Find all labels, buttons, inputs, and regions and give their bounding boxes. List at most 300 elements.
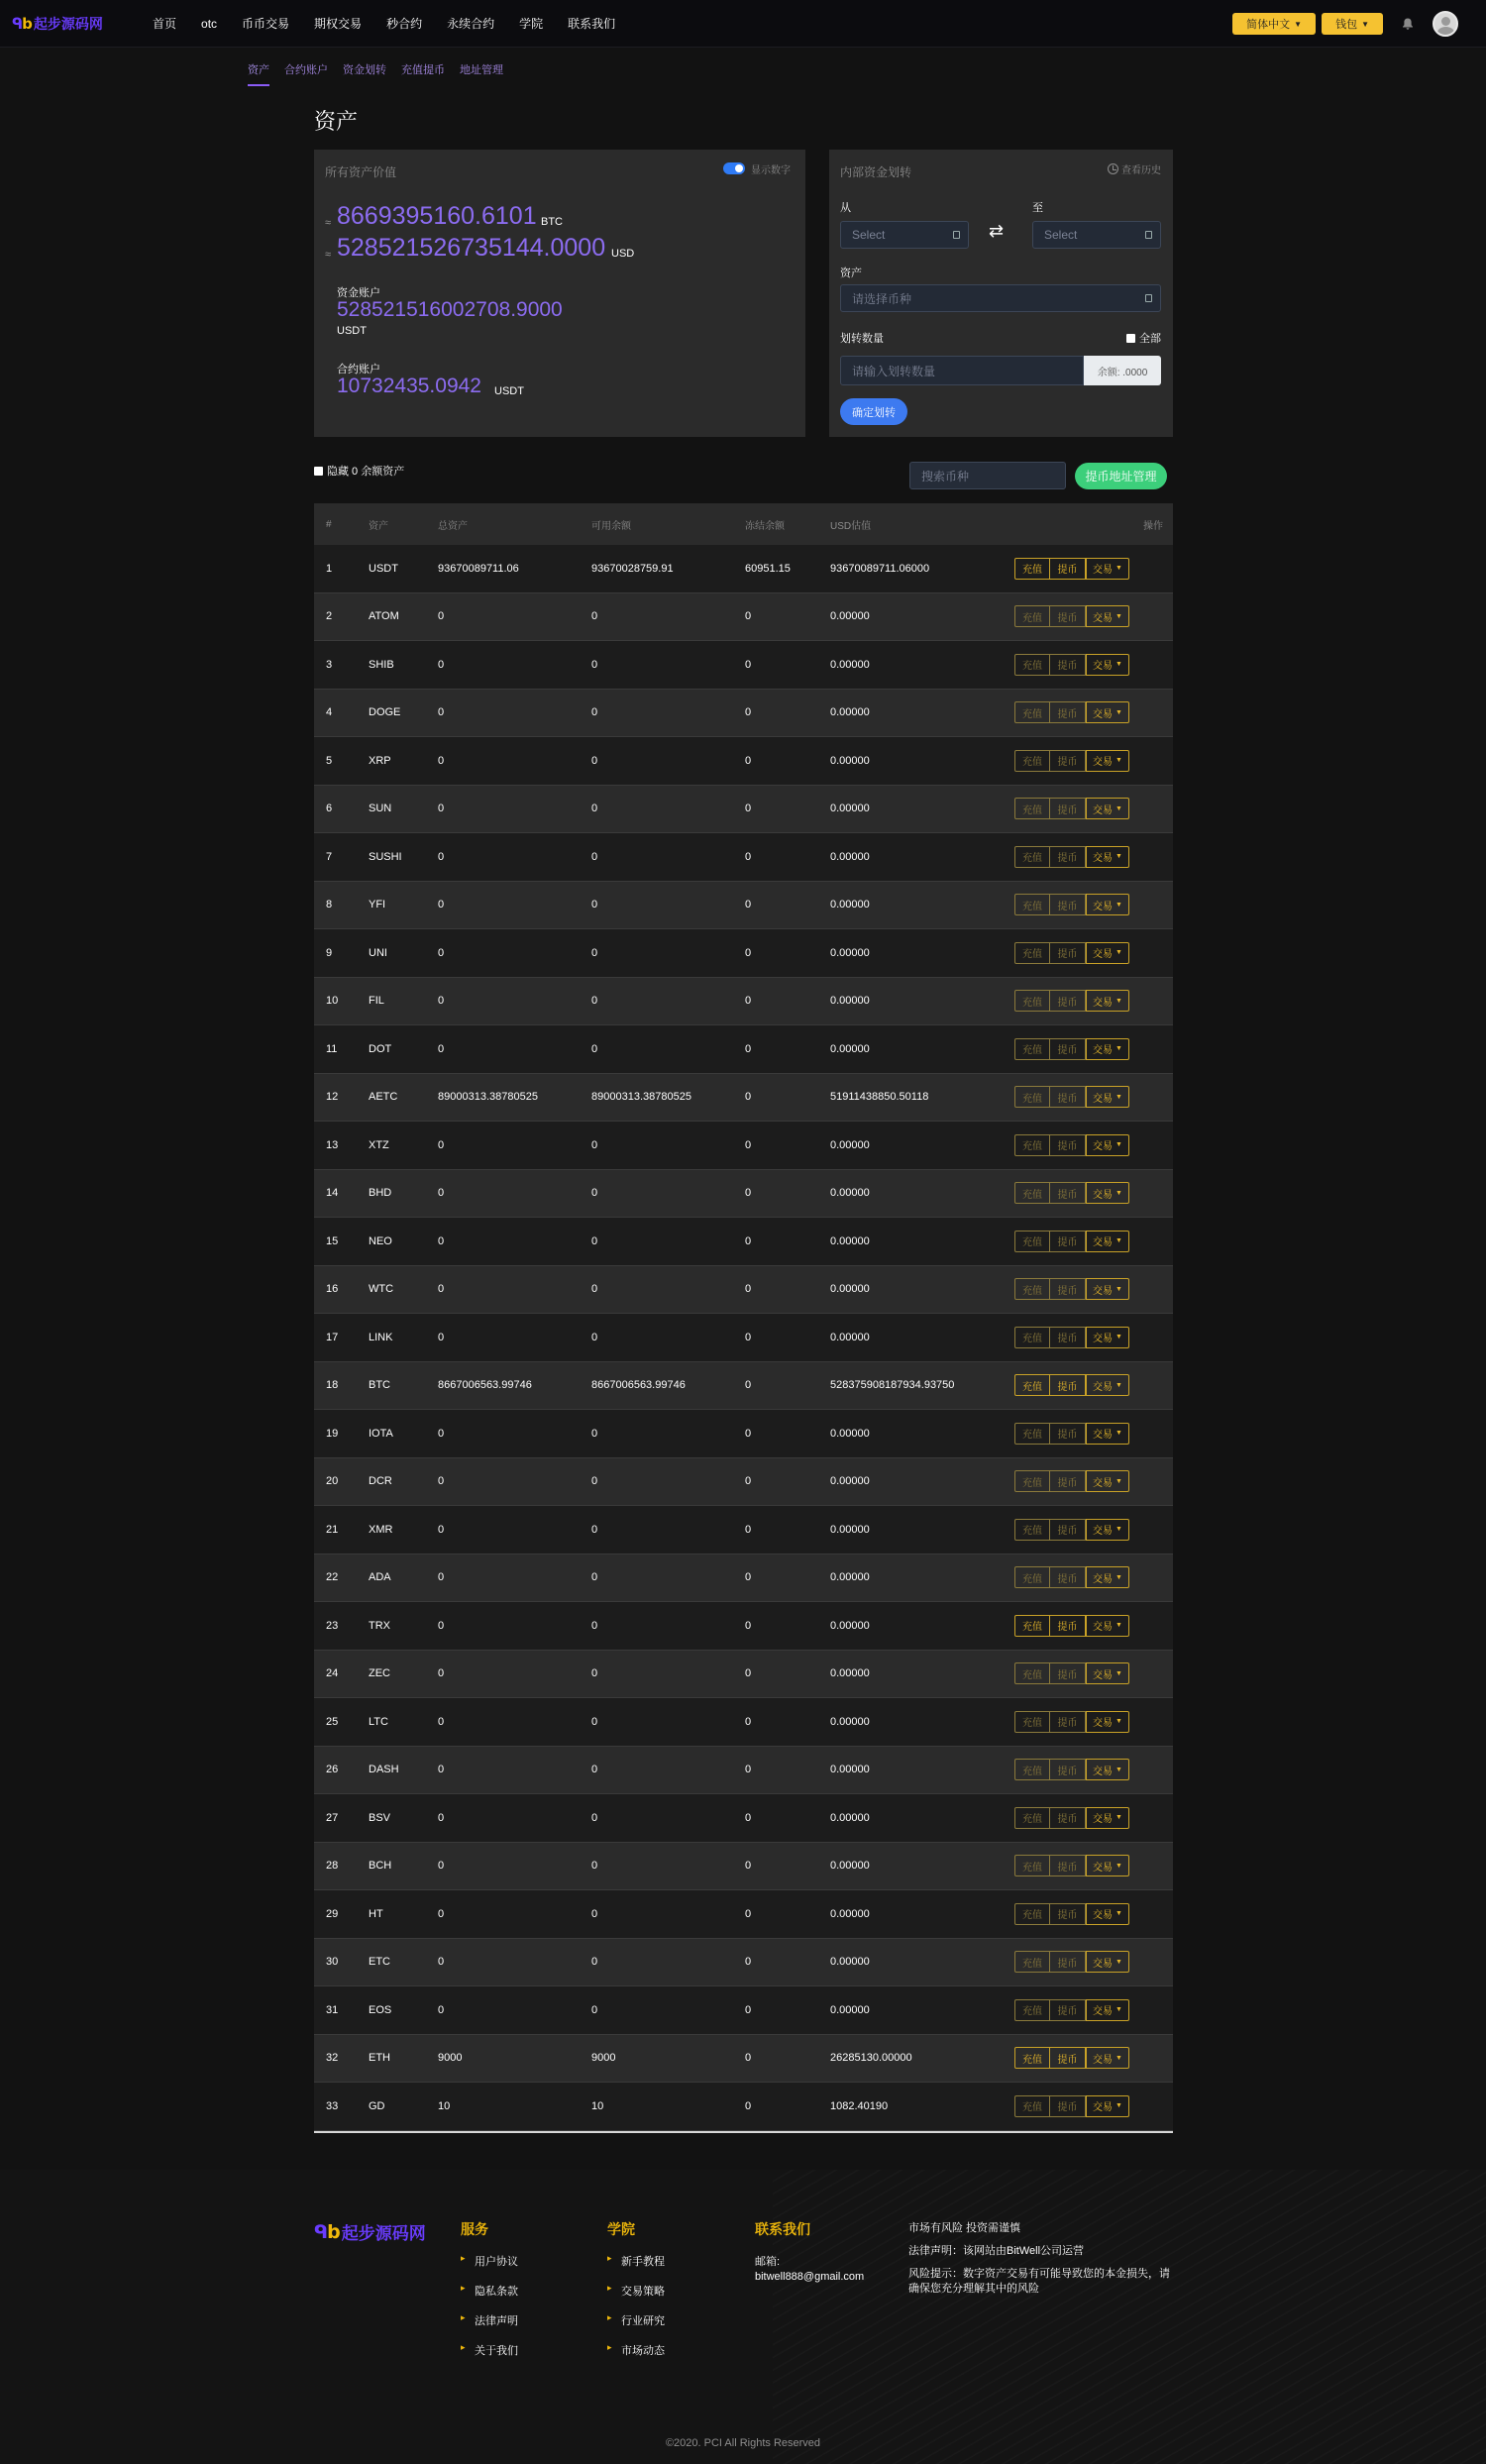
- row-usd-value: 0.00000: [830, 1283, 870, 1296]
- logo-mark: ᑫb: [12, 14, 32, 33]
- row-index: 22: [326, 1571, 339, 1584]
- row-index: 27: [326, 1811, 339, 1824]
- row-actions: [1014, 1662, 1129, 1684]
- trade-label: 交易: [1093, 1334, 1114, 1345]
- withdraw-button[interactable]: 提币: [1050, 1519, 1086, 1541]
- asset-select[interactable]: [840, 284, 1161, 312]
- row-frozen: 0: [745, 1427, 752, 1440]
- deposit-button[interactable]: 充值: [1014, 1374, 1050, 1396]
- row-frozen: 0: [745, 1091, 752, 1104]
- btc-unit: BTC: [541, 216, 563, 228]
- deposit-button[interactable]: 充值: [1014, 2095, 1050, 2117]
- from-select[interactable]: [840, 221, 969, 249]
- trade-dropdown[interactable]: [1086, 1999, 1129, 2021]
- row-available: 0: [591, 1667, 598, 1680]
- withdraw-button[interactable]: 提币: [1050, 990, 1086, 1012]
- withdraw-button[interactable]: 提币: [1050, 1327, 1086, 1348]
- withdraw-button[interactable]: 提币: [1050, 605, 1086, 627]
- deposit-button[interactable]: 充值: [1014, 1470, 1050, 1492]
- usd-unit: USD: [611, 248, 635, 260]
- deposit-button[interactable]: 充值: [1014, 1711, 1050, 1733]
- row-index: 8: [326, 899, 333, 911]
- row-frozen: 0: [745, 1234, 752, 1247]
- deposit-button[interactable]: 充值: [1014, 2047, 1050, 2069]
- footer-link-legal[interactable]: ▸ 法律声明: [461, 2312, 518, 2328]
- row-asset: SUSHI: [369, 850, 402, 863]
- deposit-button[interactable]: 充值: [1014, 605, 1050, 627]
- withdraw-button[interactable]: 提币: [1050, 942, 1086, 964]
- withdraw-button[interactable]: 提币: [1050, 1278, 1086, 1300]
- trade-dropdown[interactable]: [1086, 2095, 1129, 2117]
- row-total: 0: [438, 803, 445, 815]
- withdraw-button[interactable]: 提币: [1050, 1038, 1086, 1060]
- trade-dropdown[interactable]: [1086, 1759, 1129, 1780]
- trade-dropdown[interactable]: [1086, 1038, 1129, 1060]
- to-select[interactable]: [1032, 221, 1161, 249]
- view-history-link[interactable]: [1108, 161, 1161, 176]
- row-available: 0: [591, 1234, 598, 1247]
- table-row: [314, 1554, 1173, 1603]
- language-label: 简体中文: [1246, 19, 1291, 31]
- row-total: 0: [438, 946, 445, 959]
- contract-account-label: 合约账户: [337, 364, 380, 375]
- swap-icon[interactable]: ⇄: [989, 221, 1005, 241]
- caret-down-icon: ▼: [1115, 1573, 1122, 1581]
- deposit-button[interactable]: 充值: [1014, 798, 1050, 819]
- trade-dropdown[interactable]: [1086, 894, 1129, 915]
- withdraw-button[interactable]: 提币: [1050, 1423, 1086, 1445]
- caret-down-icon: ▼: [1115, 2054, 1122, 2062]
- withdraw-button[interactable]: 提币: [1050, 1134, 1086, 1156]
- row-total: 9000: [438, 2052, 463, 2065]
- avatar[interactable]: [1433, 11, 1458, 37]
- asset-table: [314, 503, 1173, 2133]
- row-total: 0: [438, 1764, 445, 1776]
- coin-search-input[interactable]: [909, 462, 1066, 489]
- row-asset: DCR: [369, 1475, 392, 1488]
- risk-warning: 风险提示：数字资产交易有可能导致您的本金损失，请确保您充分理解其中的风险: [908, 2268, 1170, 2295]
- row-actions: [1014, 1903, 1129, 1925]
- withdraw-button[interactable]: 提币: [1050, 2095, 1086, 2117]
- subnav-contract-account[interactable]: 合约账户: [284, 64, 328, 76]
- trade-dropdown[interactable]: [1086, 1855, 1129, 1876]
- caret-down-icon: ▼: [1115, 804, 1122, 812]
- withdraw-button[interactable]: 提币: [1050, 2047, 1086, 2069]
- row-available: 0: [591, 1331, 598, 1343]
- deposit-button[interactable]: 充值: [1014, 1855, 1050, 1876]
- footer-contact-title: 联系我们: [755, 2221, 810, 2237]
- from-select-placeholder: Select: [852, 228, 886, 242]
- caret-down-icon: ▼: [1115, 1285, 1122, 1293]
- deposit-button[interactable]: 充值: [1014, 846, 1050, 868]
- row-total: 0: [438, 1234, 445, 1247]
- to-select-placeholder: Select: [1044, 228, 1078, 242]
- trade-dropdown[interactable]: [1086, 1470, 1129, 1492]
- withdraw-button[interactable]: 提币: [1050, 1662, 1086, 1684]
- wallet-dropdown[interactable]: [1322, 13, 1383, 35]
- nav-item-home[interactable]: 首页: [153, 17, 177, 31]
- select-arrow-icon: [1145, 294, 1152, 302]
- nav-item-academy[interactable]: 学院: [519, 17, 544, 31]
- row-actions: [1014, 1951, 1129, 1973]
- row-usd-value: 0.00000: [830, 610, 870, 623]
- trade-label: 交易: [1093, 757, 1114, 769]
- row-available: 0: [591, 1811, 598, 1824]
- row-usd-value: 0.00000: [830, 658, 870, 671]
- row-usd-value: 0.00000: [830, 1956, 870, 1969]
- row-asset: ETH: [369, 2052, 390, 2065]
- table-row: [314, 1747, 1173, 1795]
- deposit-button[interactable]: 充值: [1014, 1759, 1050, 1780]
- trade-label: 交易: [1093, 1622, 1114, 1634]
- caret-down-icon: ▼: [1115, 997, 1122, 1005]
- row-available: 0: [591, 2003, 598, 2016]
- row-actions: [1014, 1470, 1129, 1492]
- table-row: [314, 1170, 1173, 1219]
- header-available: 可用余额: [591, 520, 631, 532]
- deposit-button[interactable]: 充值: [1014, 701, 1050, 723]
- table-row: [314, 1651, 1173, 1699]
- withdraw-button[interactable]: 提币: [1050, 750, 1086, 772]
- withdraw-address-button[interactable]: 提币地址管理: [1075, 463, 1167, 489]
- row-available: 0: [591, 946, 598, 959]
- deposit-button[interactable]: 充值: [1014, 1327, 1050, 1348]
- row-available: 93670028759.91: [591, 562, 674, 575]
- withdraw-button[interactable]: 提币: [1050, 798, 1086, 819]
- row-available: 0: [591, 1907, 598, 1920]
- total-assets-panel: [314, 150, 805, 437]
- table-row: [314, 737, 1173, 786]
- row-actions: [1014, 1615, 1129, 1637]
- all-checkbox[interactable]: [1126, 330, 1161, 346]
- deposit-button[interactable]: 充值: [1014, 1134, 1050, 1156]
- row-asset: AETC: [369, 1091, 398, 1104]
- header-asset: 资产: [369, 520, 388, 532]
- row-frozen: 0: [745, 2052, 752, 2065]
- deposit-button[interactable]: 充值: [1014, 1278, 1050, 1300]
- trade-dropdown[interactable]: [1086, 1711, 1129, 1733]
- table-row: [314, 882, 1173, 930]
- legal-note: 法律声明：该网站由BitWell公司运营: [908, 2245, 1085, 2257]
- table-row: [314, 1266, 1173, 1315]
- funding-account-label: 资金账户: [337, 287, 380, 299]
- trade-dropdown[interactable]: [1086, 1182, 1129, 1204]
- row-available: 0: [591, 1715, 598, 1728]
- footer-link-privacy[interactable]: ▸ 隐私条款: [461, 2283, 518, 2299]
- confirm-transfer-button[interactable]: 确定划转: [840, 398, 907, 425]
- language-dropdown[interactable]: [1232, 13, 1316, 35]
- row-total: 0: [438, 995, 445, 1008]
- caret-down-icon: ▼: [1115, 1141, 1122, 1149]
- page-title: 资产: [314, 109, 359, 134]
- row-frozen: 0: [745, 1571, 752, 1584]
- deposit-button[interactable]: 充值: [1014, 1615, 1050, 1637]
- row-frozen: 0: [745, 1715, 752, 1728]
- trade-dropdown[interactable]: [1086, 701, 1129, 723]
- deposit-button[interactable]: 充值: [1014, 894, 1050, 915]
- row-actions: [1014, 654, 1129, 676]
- row-total: 0: [438, 1860, 445, 1873]
- row-usd-value: 0.00000: [830, 1042, 870, 1055]
- row-frozen: 0: [745, 1475, 752, 1488]
- row-total: 10: [438, 2099, 451, 2112]
- footer-link-tutorial[interactable]: ▸ 新手教程: [607, 2253, 665, 2269]
- trade-label: 交易: [1093, 1045, 1114, 1057]
- row-actions: [1014, 798, 1129, 819]
- trade-label: 交易: [1093, 1958, 1114, 1970]
- row-frozen: 0: [745, 1860, 752, 1873]
- trade-dropdown[interactable]: [1086, 1903, 1129, 1925]
- email-link[interactable]: bitwell888@gmail.com: [755, 2271, 865, 2283]
- row-asset: EOS: [369, 2003, 392, 2016]
- caret-down-icon: ▼: [1115, 1862, 1122, 1870]
- footer-academy: [607, 2219, 665, 2372]
- withdraw-button[interactable]: 提币: [1050, 1855, 1086, 1876]
- deposit-button[interactable]: 充值: [1014, 1903, 1050, 1925]
- caret-down-icon: ▼: [1115, 1814, 1122, 1822]
- deposit-button[interactable]: 充值: [1014, 558, 1050, 580]
- row-available: 0: [591, 1187, 598, 1200]
- deposit-button[interactable]: 充值: [1014, 1086, 1050, 1108]
- row-actions: [1014, 1278, 1129, 1300]
- caret-down-icon: ▼: [1115, 2006, 1122, 2014]
- subnav-assets[interactable]: 资产: [248, 61, 269, 86]
- withdraw-button[interactable]: 提币: [1050, 1374, 1086, 1396]
- trade-dropdown[interactable]: [1086, 990, 1129, 1012]
- bell-icon[interactable]: [1401, 17, 1415, 31]
- caret-down-icon: ▼: [1294, 19, 1303, 29]
- row-usd-value: 528375908187934.93750: [830, 1379, 955, 1392]
- table-header: [314, 503, 1173, 545]
- withdraw-button[interactable]: 提币: [1050, 1951, 1086, 1973]
- withdraw-button[interactable]: 提币: [1050, 1086, 1086, 1108]
- trade-dropdown[interactable]: [1086, 605, 1129, 627]
- nav-item-options[interactable]: 期权交易: [314, 17, 363, 31]
- deposit-button[interactable]: 充值: [1014, 654, 1050, 676]
- trade-dropdown[interactable]: [1086, 1134, 1129, 1156]
- trade-dropdown[interactable]: [1086, 750, 1129, 772]
- table-row: [314, 545, 1173, 593]
- caret-down-icon: ▼: [1115, 1622, 1122, 1630]
- withdraw-button[interactable]: 提币: [1050, 1470, 1086, 1492]
- deposit-button[interactable]: 充值: [1014, 1951, 1050, 1973]
- trade-dropdown[interactable]: [1086, 558, 1129, 580]
- trade-dropdown[interactable]: [1086, 654, 1129, 676]
- nav-item-otc[interactable]: otc: [201, 16, 218, 31]
- trade-dropdown[interactable]: [1086, 1662, 1129, 1684]
- row-index: 3: [326, 658, 333, 671]
- table-row: [314, 1458, 1173, 1507]
- footer-link-strategy[interactable]: ▸ 交易策略: [607, 2283, 665, 2299]
- row-usd-value: 0.00000: [830, 1523, 870, 1536]
- checkbox-icon: [1126, 334, 1135, 343]
- row-index: 26: [326, 1764, 339, 1776]
- row-index: 10: [326, 995, 339, 1008]
- trade-dropdown[interactable]: [1086, 1086, 1129, 1108]
- row-total: 93670089711.06: [438, 562, 519, 575]
- caret-down-icon: ▼: [1115, 708, 1122, 716]
- withdraw-button[interactable]: 提币: [1050, 654, 1086, 676]
- row-actions: [1014, 1182, 1129, 1204]
- nav-item-contact[interactable]: 联系我们: [568, 17, 616, 31]
- footer-services-title: 服务: [461, 2221, 488, 2237]
- withdraw-button[interactable]: 提币: [1050, 846, 1086, 868]
- footer-link-research[interactable]: ▸ 行业研究: [607, 2312, 665, 2328]
- footer-academy-title: 学院: [607, 2221, 635, 2237]
- amount-input[interactable]: [840, 356, 1084, 385]
- deposit-button[interactable]: 充值: [1014, 1423, 1050, 1445]
- row-actions: [1014, 990, 1129, 1012]
- trade-dropdown[interactable]: [1086, 1807, 1129, 1829]
- row-usd-value: 0.00000: [830, 1138, 870, 1151]
- deposit-button[interactable]: 充值: [1014, 1038, 1050, 1060]
- hide-zero-label: 隐藏 0 余额资产: [327, 466, 405, 478]
- logo-mark: ᑫb: [314, 2220, 340, 2243]
- row-usd-value: 0.00000: [830, 706, 870, 719]
- row-frozen: 0: [745, 1042, 752, 1055]
- trade-label: 交易: [1093, 853, 1114, 865]
- withdraw-button[interactable]: 提币: [1050, 894, 1086, 915]
- withdraw-button[interactable]: 提币: [1050, 1182, 1086, 1204]
- row-frozen: 0: [745, 706, 752, 719]
- row-available: 0: [591, 1619, 598, 1632]
- row-usd-value: 0.00000: [830, 850, 870, 863]
- table-row: [314, 1218, 1173, 1266]
- row-asset: ETC: [369, 1956, 390, 1969]
- withdraw-button[interactable]: 提币: [1050, 558, 1086, 580]
- deposit-button[interactable]: 充值: [1014, 990, 1050, 1012]
- deposit-button[interactable]: 充值: [1014, 1182, 1050, 1204]
- subnav-address-management[interactable]: 地址管理: [460, 64, 503, 76]
- trade-dropdown[interactable]: [1086, 1327, 1129, 1348]
- row-index: 19: [326, 1427, 339, 1440]
- deposit-button[interactable]: 充值: [1014, 1999, 1050, 2021]
- deposit-button[interactable]: 充值: [1014, 1566, 1050, 1588]
- row-actions: [1014, 750, 1129, 772]
- footer-logo-text: 起步源码网: [341, 2224, 426, 2244]
- from-label: 从: [840, 202, 851, 214]
- trade-label: 交易: [1093, 804, 1114, 816]
- withdraw-button[interactable]: 提币: [1050, 1999, 1086, 2021]
- row-frozen: 0: [745, 1523, 752, 1536]
- nav-item-perpetual[interactable]: 永续合约: [447, 17, 495, 31]
- header-index: #: [326, 518, 332, 530]
- caret-down-icon: ▼: [1115, 1381, 1122, 1389]
- funding-account-unit: USDT: [337, 325, 367, 337]
- trade-label: 交易: [1093, 1910, 1114, 1922]
- row-actions: [1014, 1999, 1129, 2021]
- trade-label: 交易: [1093, 1526, 1114, 1538]
- withdraw-button[interactable]: 提币: [1050, 701, 1086, 723]
- checkbox-icon: [314, 467, 323, 476]
- row-actions: [1014, 701, 1129, 723]
- subnav-deposit-withdraw[interactable]: 充值提币: [401, 64, 445, 76]
- row-total: 0: [438, 1907, 445, 1920]
- row-available: 0: [591, 1956, 598, 1969]
- trade-label: 交易: [1093, 1573, 1114, 1585]
- footer-link-about[interactable]: ▸ 关于我们: [461, 2342, 518, 2358]
- table-row: [314, 1939, 1173, 1987]
- table-row: [314, 641, 1173, 690]
- email-label: 邮箱:: [755, 2256, 781, 2268]
- caret-down-icon: ▼: [1115, 853, 1122, 861]
- trade-dropdown[interactable]: [1086, 1231, 1129, 1252]
- row-available: 8667006563.99746: [591, 1379, 686, 1392]
- withdraw-button[interactable]: 提币: [1050, 1615, 1086, 1637]
- footer-logo[interactable]: [314, 2219, 426, 2244]
- row-total: 0: [438, 754, 445, 767]
- trade-dropdown[interactable]: [1086, 942, 1129, 964]
- trade-dropdown[interactable]: [1086, 1951, 1129, 1973]
- footer-link-market[interactable]: ▸ 市场动态: [607, 2342, 665, 2358]
- deposit-button[interactable]: 充值: [1014, 1662, 1050, 1684]
- hide-zero-checkbox[interactable]: [314, 463, 404, 479]
- show-numbers-label: 显示数字: [751, 165, 791, 176]
- withdraw-button[interactable]: 提币: [1050, 1759, 1086, 1780]
- trade-dropdown[interactable]: [1086, 1278, 1129, 1300]
- withdraw-button[interactable]: 提币: [1050, 1711, 1086, 1733]
- table-row: [314, 1314, 1173, 1362]
- row-asset: LTC: [369, 1715, 388, 1728]
- trade-dropdown[interactable]: [1086, 798, 1129, 819]
- brand-logo[interactable]: [12, 14, 129, 34]
- subnav-fund-transfer[interactable]: 资金划转: [343, 64, 386, 76]
- deposit-button[interactable]: 充值: [1014, 1231, 1050, 1252]
- withdraw-button[interactable]: 提币: [1050, 1807, 1086, 1829]
- row-usd-value: 0.00000: [830, 754, 870, 767]
- row-usd-value: 51911438850.50118: [830, 1091, 929, 1104]
- select-arrow-icon: [953, 231, 960, 239]
- withdraw-button[interactable]: 提币: [1050, 1566, 1086, 1588]
- amount-label: 划转数量: [840, 333, 884, 345]
- row-asset: YFI: [369, 899, 386, 911]
- trade-dropdown[interactable]: [1086, 1423, 1129, 1445]
- sub-nav: [248, 61, 518, 86]
- trade-label: 交易: [1093, 1718, 1114, 1730]
- trade-dropdown[interactable]: [1086, 1519, 1129, 1541]
- row-index: 12: [326, 1091, 339, 1104]
- row-asset: LINK: [369, 1331, 393, 1343]
- deposit-button[interactable]: 充值: [1014, 1519, 1050, 1541]
- row-index: 11: [326, 1042, 338, 1055]
- row-total: 8667006563.99746: [438, 1379, 532, 1392]
- trade-label: 交易: [1093, 1669, 1114, 1681]
- row-actions: [1014, 1086, 1129, 1108]
- trade-dropdown[interactable]: [1086, 1374, 1129, 1396]
- show-numbers-toggle[interactable]: [723, 162, 745, 174]
- deposit-button[interactable]: 充值: [1014, 942, 1050, 964]
- row-actions: [1014, 1566, 1129, 1588]
- trade-dropdown[interactable]: [1086, 1566, 1129, 1588]
- footer-link-user-agreement[interactable]: ▸ 用户协议: [461, 2253, 518, 2269]
- row-actions: [1014, 1855, 1129, 1876]
- row-usd-value: 0.00000: [830, 2003, 870, 2016]
- deposit-button[interactable]: 充值: [1014, 750, 1050, 772]
- row-available: 0: [591, 1523, 598, 1536]
- deposit-button[interactable]: 充值: [1014, 1807, 1050, 1829]
- trade-label: 交易: [1093, 1862, 1114, 1874]
- row-total: 0: [438, 1042, 445, 1055]
- caret-down-icon: ▼: [1115, 1237, 1122, 1245]
- row-total: 0: [438, 1187, 445, 1200]
- nav-item-spot[interactable]: 币币交易: [242, 17, 290, 31]
- trade-dropdown[interactable]: [1086, 1615, 1129, 1637]
- nav-item-seconds-contract[interactable]: 秒合约: [386, 17, 423, 31]
- trade-dropdown[interactable]: [1086, 846, 1129, 868]
- withdraw-button[interactable]: 提币: [1050, 1903, 1086, 1925]
- trade-dropdown[interactable]: [1086, 2047, 1129, 2069]
- withdraw-button[interactable]: 提币: [1050, 1231, 1086, 1252]
